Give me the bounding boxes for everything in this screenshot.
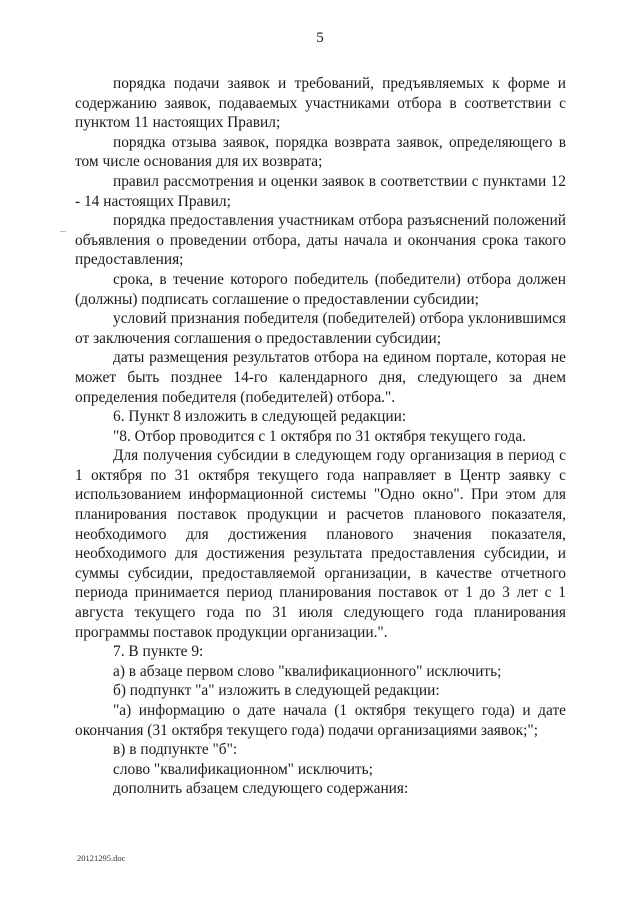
paragraph: порядка отзыва заявок, порядка возврата заявок, определяющего в том числе основания для их возврата;	[75, 133, 566, 171]
document-body	[75, 74, 566, 799]
paragraph: порядка подачи заявок и требований, предъявляемых к форме и содержанию заявок, подаваемых участниками отбора в соответствии с пунктом 11 настоящих Правил;	[75, 75, 566, 132]
paragraph: даты размещения результатов отбора на едином портале, которая не может быть позднее 14-го календарного дня, следующего за днем определения победителя (победителей) отбора.".	[75, 349, 566, 406]
paragraph: б) подпункт "а" изложить в следующей редакции:	[113, 682, 440, 700]
page-number: 5	[316, 30, 324, 46]
paragraph: срока, в течение которого победитель (победители) отбора должен (должны) подписать соглашение о предоставлении субсидии;	[75, 270, 566, 308]
paragraph: "8. Отбор проводится с 1 октября по 31 октября текущего года.	[113, 427, 527, 445]
paragraph: порядка предоставления участникам отбора разъяснений положений объявления о проведении отбора, даты начала и окончания срока такого предоставления;	[75, 212, 566, 269]
paragraph: дополнить абзацем следующего содержания:	[113, 780, 409, 798]
paragraph: 6. Пункт 8 изложить в следующей редакции:	[113, 408, 407, 426]
paragraph: 7. В пункте 9:	[113, 643, 204, 661]
paragraph: правил рассмотрения и оценки заявок в соответствии с пунктами 12 - 14 настоящих Правил;	[75, 172, 566, 210]
footer-filename: 20121295.doc	[77, 853, 126, 863]
paragraph: в) в подпункте "б":	[113, 741, 238, 759]
paragraph: "а) информацию о дате начала (1 октября текущего года) и дате окончания (31 октября текущего года) подачи организациями заявок;";	[75, 702, 566, 739]
paragraph: а) в абзаце первом слово "квалификационного" исключить;	[113, 662, 502, 680]
paragraph: условий признания победителя (победителей) отбора уклонившимся от заключения соглашения о предоставлении субсидии;	[75, 310, 566, 347]
margin-mark	[60, 231, 66, 232]
paragraph: Для получения субсидии в следующем году организация в период с 1 октября по 31 октября текущего года направляет в Центр заявку с использованием информационной системы "Одно окно". При этом для планирования поставок продукции и расчетов планового показателя, необходимого для достижения планового значения показателя, необходимого для достижения результата предоставления субсидии, и суммы субсидии, предоставляемой организации, в качестве отчетного периода принимается период планирования поставок от 1 до 3 лет с 1 августа текущего года по 31 июля следующего года планирования программы поставок продукции организации.".	[75, 447, 566, 641]
paragraph: слово "квалификационном" исключить;	[113, 760, 373, 778]
